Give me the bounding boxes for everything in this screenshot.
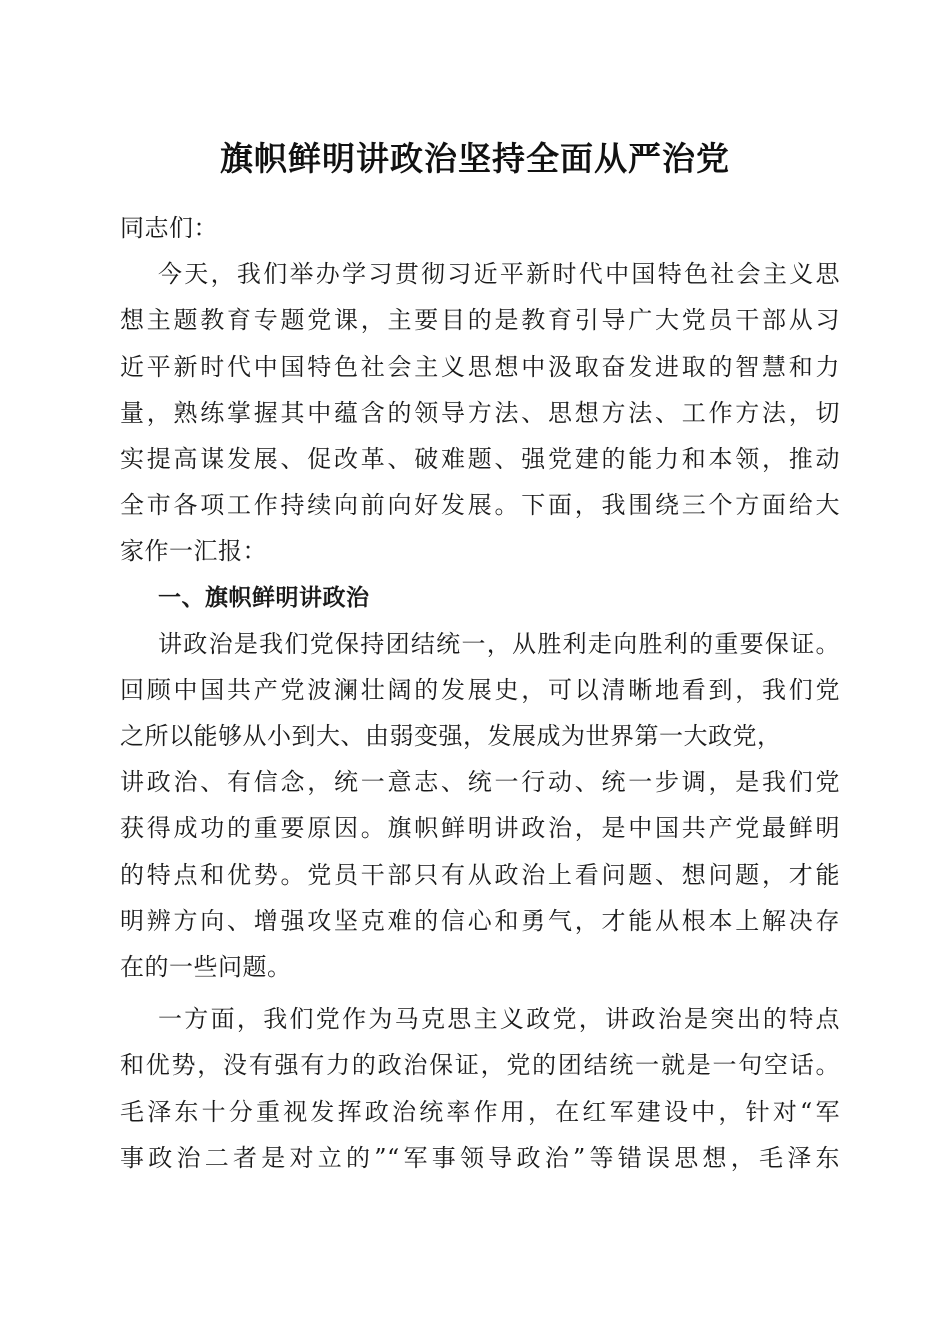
paragraph-line: 讲政治、有信念，统一意志、统一行动、统一步调，是我们党	[120, 768, 840, 797]
section-heading: 一、旗帜鲜明讲政治	[158, 584, 370, 611]
paragraph-line: 讲政治是我们党保持团结统一，从胜利走向胜利的重要保证。	[158, 629, 840, 658]
paragraph-3	[120, 996, 840, 1181]
paragraph-line: 今天，我们举办学习贯彻习近平新时代中国特色社会主义思	[158, 260, 840, 289]
paragraph-line: 一方面，我们党作为马克思主义政党，讲政治是突出的特点	[158, 1005, 840, 1034]
paragraph-line: 量，熟练掌握其中蕴含的领导方法、思想方法、工作方法，切	[120, 398, 840, 427]
paragraph-line: 和优势，没有强有力的政治保证，党的团结统一就是一句空话。	[120, 1051, 840, 1080]
salutation: 同志们：	[120, 214, 218, 242]
paragraph-line: 近平新时代中国特色社会主义思想中汲取奋发进取的智慧和力	[120, 352, 840, 381]
paragraph-line: 获得成功的重要原因。旗帜鲜明讲政治，是中国共产党最鲜明	[120, 814, 840, 843]
paragraph-2	[120, 621, 840, 991]
paragraph-line: 在的一些问题。	[120, 953, 292, 981]
document-title: 旗帜鲜明讲政治坚持全面从严治党	[220, 139, 730, 178]
document-body	[120, 205, 840, 1181]
paragraph-line: 毛泽东十分重视发挥政治统率作用，在红军建设中，针对“军	[120, 1097, 840, 1126]
paragraph-line: 之所以能够从小到大、由弱变强，发展成为世界第一大政党，	[120, 722, 782, 751]
paragraph-line: 回顾中国共产党波澜壮阔的发展史，可以清晰地看到，我们党	[120, 675, 840, 704]
paragraph-line: 事政治二者是对立的”“军事领导政治”等错误思想，毛泽东	[120, 1143, 840, 1172]
paragraph-line: 想主题教育专题党课，主要目的是教育引导广大党员干部从习	[120, 306, 840, 335]
paragraph-line: 实提高谋发展、促改革、破难题、强党建的能力和本领，推动	[120, 444, 840, 473]
paragraph-line: 家作一汇报：	[120, 537, 267, 566]
paragraph-line: 明辨方向、增强攻坚克难的信心和勇气，才能从根本上解决存	[120, 906, 840, 935]
paragraph-line: 全市各项工作持续向前向好发展。下面，我围绕三个方面给大	[120, 491, 840, 520]
paragraph-line: 的特点和优势。党员干部只有从政治上看问题、想问题，才能	[120, 860, 840, 889]
paragraph-1	[120, 251, 840, 574]
